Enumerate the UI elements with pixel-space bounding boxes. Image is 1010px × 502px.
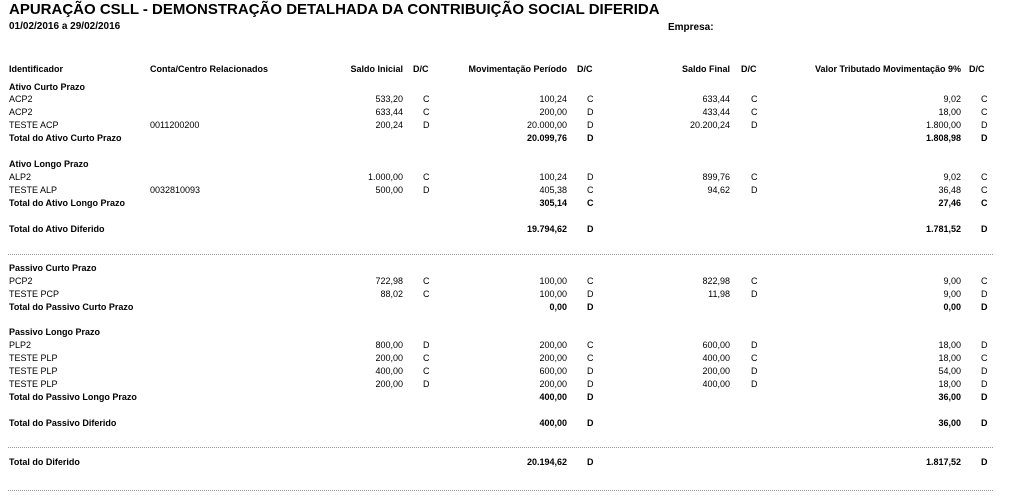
section-title: Ativo Longo Prazo	[9, 159, 89, 169]
cell-saldo-final: 822,98	[702, 276, 730, 286]
cell-dc3: C	[751, 353, 758, 363]
cell-dc3: D	[751, 366, 758, 376]
cell-dc2: C	[587, 94, 594, 104]
cell-dc4: C	[981, 172, 988, 182]
col-movimentacao: Movimentação Período	[468, 64, 567, 74]
total-cell-dc2: D	[587, 418, 594, 428]
cell-identificador: ACP2	[9, 107, 33, 117]
cell-dc2: D	[587, 289, 594, 299]
section-title: Ativo Curto Prazo	[9, 82, 86, 92]
total-cell-dc2: C	[587, 198, 594, 208]
cell-movimentacao: 405,38	[539, 185, 567, 195]
cell-conta: 0032810093	[150, 185, 201, 195]
total-cell-valor-tributado: 1.817,52	[925, 457, 961, 467]
col-saldo-inicial: Saldo Inicial	[350, 64, 403, 74]
cell-dc2: D	[587, 172, 594, 182]
total-cell-valor-tributado: 1.781,52	[925, 224, 961, 234]
cell-identificador: PCP2	[9, 276, 33, 286]
cell-movimentacao: 100,24	[539, 172, 567, 182]
col-dc3: D/C	[741, 64, 757, 74]
col-conta: Conta/Centro Relacionados	[150, 64, 269, 74]
total-cell-dc4: C	[981, 198, 988, 208]
total-cell-movimentacao: 400,00	[539, 392, 567, 402]
cell-valor-tributado: 9,02	[943, 172, 961, 182]
cell-saldo-inicial: 400,00	[375, 366, 403, 376]
cell-dc1: C	[423, 94, 430, 104]
col-identificador: Identificador	[9, 64, 64, 74]
cell-dc1: D	[423, 185, 430, 195]
empresa-label: Empresa:	[668, 22, 714, 33]
cell-valor-tributado: 9,02	[943, 94, 961, 104]
cell-movimentacao: 200,00	[539, 107, 567, 117]
cell-saldo-final: 11,98	[708, 289, 730, 299]
total-cell-identificador: Total do Passivo Curto Prazo	[9, 302, 134, 312]
section-title: Passivo Curto Prazo	[9, 263, 97, 273]
cell-valor-tributado: 18,00	[938, 353, 961, 363]
cell-valor-tributado: 1.800,00	[925, 120, 961, 130]
cell-valor-tributado: 18,00	[938, 340, 961, 350]
total-cell-dc2: D	[587, 457, 594, 467]
cell-movimentacao: 20.000,00	[526, 120, 567, 130]
cell-dc3: C	[751, 107, 758, 117]
total-cell-identificador: Total do Passivo Longo Prazo	[9, 392, 137, 402]
total-cell-valor-tributado: 1.808,98	[925, 133, 961, 143]
cell-dc2: C	[587, 353, 594, 363]
cell-dc1: C	[423, 289, 430, 299]
cell-dc3: D	[751, 379, 758, 389]
report-period: 01/02/2016 a 29/02/2016	[9, 21, 121, 32]
cell-identificador: ACP2	[9, 94, 33, 104]
cell-saldo-inicial: 533,20	[375, 94, 403, 104]
cell-dc4: D	[981, 379, 988, 389]
total-cell-movimentacao: 305,14	[539, 198, 567, 208]
cell-identificador: TESTE ALP	[9, 185, 58, 195]
cell-identificador: TESTE PLP	[9, 379, 58, 389]
total-cell-dc2: D	[587, 392, 594, 402]
total-cell-dc2: D	[587, 224, 594, 234]
total-cell-valor-tributado: 0,00	[943, 302, 961, 312]
total-cell-valor-tributado: 36,00	[938, 392, 961, 402]
total-cell-movimentacao: 19.794,62	[526, 224, 567, 234]
cell-saldo-final: 899,76	[702, 172, 730, 182]
cell-dc4: D	[981, 120, 988, 130]
cell-dc3: D	[751, 185, 758, 195]
cell-dc1: C	[423, 366, 430, 376]
cell-valor-tributado: 36,48	[938, 185, 961, 195]
total-cell-dc4: D	[981, 418, 988, 428]
cell-dc4: D	[981, 366, 988, 376]
total-cell-identificador: Total do Passivo Diferido	[9, 418, 117, 428]
cell-saldo-final: 94,62	[707, 185, 730, 195]
cell-dc2: D	[587, 107, 594, 117]
cell-dc4: C	[981, 353, 988, 363]
cell-movimentacao: 100,24	[539, 94, 567, 104]
total-cell-dc2: D	[587, 133, 594, 143]
cell-saldo-inicial: 800,00	[375, 340, 403, 350]
cell-dc1: C	[423, 107, 430, 117]
cell-valor-tributado: 18,00	[938, 107, 961, 117]
cell-dc3: C	[751, 94, 758, 104]
col-dc1: D/C	[413, 64, 429, 74]
cell-dc1: C	[423, 353, 430, 363]
cell-saldo-final: 400,00	[702, 379, 730, 389]
total-cell-identificador: Total do Diferido	[9, 457, 80, 467]
total-cell-valor-tributado: 27,46	[938, 198, 961, 208]
cell-dc3: D	[751, 289, 758, 299]
cell-saldo-inicial: 1.000,00	[367, 172, 403, 182]
cell-valor-tributado: 54,00	[938, 366, 961, 376]
cell-valor-tributado: 9,00	[943, 289, 961, 299]
section-title: Passivo Longo Prazo	[9, 327, 101, 337]
cell-saldo-inicial: 722,98	[375, 276, 403, 286]
cell-saldo-inicial: 633,44	[375, 107, 403, 117]
cell-dc4: C	[981, 94, 988, 104]
cell-dc2: C	[587, 276, 594, 286]
total-cell-movimentacao: 400,00	[539, 418, 567, 428]
cell-identificador: TESTE PLP	[9, 353, 58, 363]
cell-saldo-inicial: 500,00	[375, 185, 403, 195]
cell-identificador: PLP2	[9, 340, 32, 350]
cell-saldo-inicial: 200,00	[375, 353, 403, 363]
cell-movimentacao: 200,00	[539, 379, 567, 389]
col-dc2: D/C	[577, 64, 593, 74]
cell-dc1: D	[423, 120, 430, 130]
total-cell-movimentacao: 20.099,76	[526, 133, 567, 143]
cell-dc4: D	[981, 289, 988, 299]
cell-identificador: TESTE ACP	[9, 120, 59, 130]
total-cell-identificador: Total do Ativo Longo Prazo	[9, 198, 125, 208]
cell-dc4: D	[981, 340, 988, 350]
cell-saldo-final: 20.200,24	[689, 120, 730, 130]
total-cell-dc4: D	[981, 457, 988, 467]
cell-dc1: D	[423, 340, 430, 350]
cell-movimentacao: 100,00	[539, 276, 567, 286]
cell-conta: 0011200200	[150, 120, 200, 130]
cell-movimentacao: 600,00	[539, 366, 567, 376]
cell-dc2: D	[587, 366, 594, 376]
total-cell-movimentacao: 20.194,62	[526, 457, 567, 467]
cell-dc3: C	[751, 276, 758, 286]
total-cell-dc4: D	[981, 224, 988, 234]
total-cell-dc4: D	[981, 302, 988, 312]
cell-dc4: C	[981, 276, 988, 286]
cell-identificador: TESTE PCP	[9, 289, 60, 299]
cell-dc4: C	[981, 185, 988, 195]
cell-dc3: D	[751, 340, 758, 350]
cell-saldo-final: 433,44	[702, 107, 730, 117]
cell-dc1: D	[423, 379, 430, 389]
cell-dc1: C	[423, 172, 430, 182]
total-cell-dc2: D	[587, 302, 594, 312]
total-cell-dc4: D	[981, 133, 988, 143]
cell-saldo-inicial: 200,24	[375, 120, 403, 130]
col-dc4: D/C	[969, 64, 985, 74]
total-cell-identificador: Total do Ativo Diferido	[9, 224, 105, 234]
cell-dc2: C	[587, 340, 594, 350]
cell-saldo-final: 200,00	[702, 366, 730, 376]
cell-dc2: C	[587, 185, 594, 195]
cell-identificador: TESTE PLP	[9, 366, 58, 376]
report-title: APURAÇÃO CSLL - DEMONSTRAÇÃO DETALHADA DA CONTRIBUIÇÃO SOCIAL DIFERIDA	[9, 1, 660, 18]
total-cell-identificador: Total do Ativo Curto Prazo	[9, 133, 122, 143]
cell-valor-tributado: 18,00	[938, 379, 961, 389]
cell-dc3: C	[751, 172, 758, 182]
total-cell-dc4: D	[981, 392, 988, 402]
cell-identificador: ALP2	[9, 172, 32, 182]
cell-saldo-final: 633,44	[702, 94, 730, 104]
cell-dc4: C	[981, 107, 988, 117]
cell-valor-tributado: 9,00	[943, 276, 961, 286]
cell-dc1: C	[423, 276, 430, 286]
total-cell-valor-tributado: 36,00	[938, 418, 961, 428]
col-saldo-final: Saldo Final	[681, 64, 730, 74]
cell-dc3: D	[751, 120, 758, 130]
dotted-separator	[8, 254, 993, 255]
cell-movimentacao: 200,00	[539, 340, 567, 350]
cell-dc2: D	[587, 120, 594, 130]
cell-saldo-final: 400,00	[702, 353, 730, 363]
col-valor-tributado: Valor Tributado Movimentação 9%	[814, 64, 961, 74]
cell-saldo-final: 600,00	[702, 340, 730, 350]
cell-movimentacao: 200,00	[539, 353, 567, 363]
total-cell-movimentacao: 0,00	[549, 302, 567, 312]
dotted-separator	[8, 490, 993, 491]
cell-saldo-inicial: 200,00	[375, 379, 403, 389]
cell-movimentacao: 100,00	[539, 289, 567, 299]
cell-dc2: D	[587, 379, 594, 389]
dotted-separator	[8, 447, 993, 448]
cell-saldo-inicial: 88,02	[380, 289, 403, 299]
